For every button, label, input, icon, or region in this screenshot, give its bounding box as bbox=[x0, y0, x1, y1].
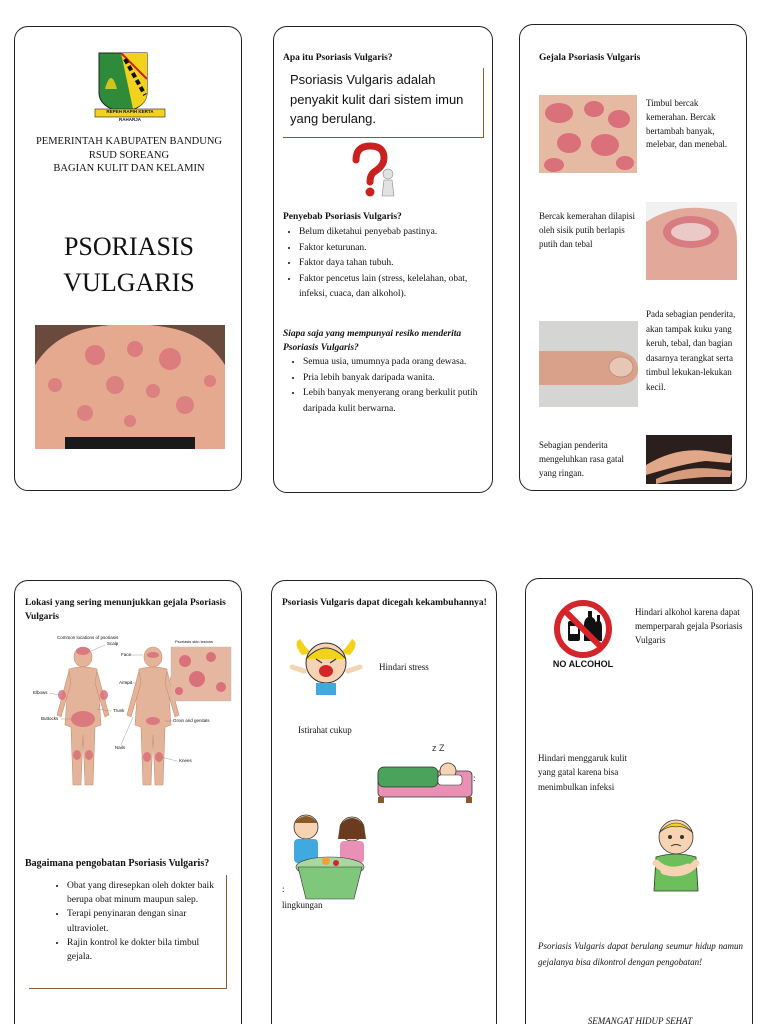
panel-location-treatment bbox=[14, 580, 242, 1024]
body-label: Armpit bbox=[119, 680, 133, 685]
list-item: • Semua usia, umumnya pada orang dewasa. bbox=[303, 355, 485, 371]
svg-text::: : bbox=[473, 773, 476, 783]
list-item: • Pria lebih banyak daripada wanita. bbox=[303, 371, 485, 387]
environment-text: lingkungan bbox=[282, 900, 323, 910]
psoriasis-locations-diagram bbox=[25, 635, 235, 813]
definition-box: Psoriasis Vulgaris adalah penyakit kulit dari sistem imun yang berulang. bbox=[283, 68, 484, 138]
body-label: Elbows bbox=[33, 690, 48, 695]
list-item: • Belum diketahui penyebab pastinya. bbox=[299, 225, 485, 241]
logo-motto: REPEH RAPIH KERTA RAHARJA bbox=[106, 109, 154, 122]
title-line: VULGARIS bbox=[63, 268, 195, 297]
inset-title: Psoriasis skin lesions bbox=[175, 639, 214, 644]
risk-list bbox=[289, 355, 485, 417]
symptom-text: Sebagian penderita mengeluhkan rasa gatal yang ringan. bbox=[539, 440, 624, 478]
title-line: PSORIASIS bbox=[63, 232, 195, 261]
list-item: • Terapi penyinaran dengan sinar ultraviolet. bbox=[67, 907, 221, 935]
list-item: • Rajin kontrol ke dokter bila timbul gejala. bbox=[67, 936, 221, 964]
panel-cover bbox=[14, 26, 242, 491]
list-item: • Faktor keturunan. bbox=[299, 241, 485, 257]
treatment-heading: Bagaimana pengobatan Psoriasis Vulgaris? bbox=[25, 858, 210, 869]
organization-header bbox=[15, 135, 242, 176]
body-label: Face bbox=[121, 652, 132, 657]
panel-symptoms bbox=[519, 24, 747, 491]
list-item: • Faktor pencetus lain (stress, kelelahan, obat, infeksi, cuaca, dan alkohol). bbox=[299, 272, 485, 303]
cause-heading: Penyebab Psoriasis Vulgaris? bbox=[283, 212, 402, 222]
closing-message: Psoriasis Vulgaris dapat berulang seumur hidup namun gejalanya bisa dikontrol dengan pengobatan! bbox=[538, 941, 743, 967]
what-heading: Apa itu Psoriasis Vulgaris? bbox=[283, 53, 393, 63]
cause-list bbox=[285, 225, 485, 303]
body-label: Trunk bbox=[113, 708, 125, 713]
body-label: Nails bbox=[115, 745, 126, 750]
location-heading: Lokasi yang sering menunjukkan gejala Psoriasis Vulgaris bbox=[25, 598, 226, 622]
itchy-hands-photo bbox=[646, 435, 732, 484]
panel-definition bbox=[273, 26, 493, 493]
body-label: Groin and genitals bbox=[173, 718, 210, 723]
clean-environment-illustration bbox=[286, 809, 374, 901]
prevention-heading: Psoriasis Vulgaris dapat dicegah kekambuhannya! bbox=[282, 598, 487, 608]
page-title bbox=[15, 229, 242, 301]
body-label: Buttocks bbox=[41, 716, 59, 721]
org-line: PEMERINTAH KABUPATEN BANDUNG bbox=[35, 136, 223, 147]
nail-psoriasis-photo bbox=[539, 321, 638, 407]
avoid-scratching-text: Hindari menggaruk kulit yang gatal karena bisa menimbulkan infeksi bbox=[538, 753, 627, 792]
enough-rest-text: Istirahat cukup bbox=[298, 725, 352, 735]
scratching-boy-illustration bbox=[644, 815, 708, 899]
symptom-text: Bercak kemerahan dilapisi oleh sisik putih berlapis putih dan tebal bbox=[539, 211, 635, 249]
list-item: • Obat yang diresepkan oleh dokter baik berupa obat minum maupun salep. bbox=[67, 879, 221, 907]
question-mark-icon bbox=[344, 142, 404, 202]
avoid-stress-text: Hindari stress bbox=[379, 662, 429, 672]
diagram-title: Common locations of psoriasis bbox=[57, 635, 119, 640]
panel-avoid bbox=[525, 578, 753, 1024]
plaque-lesions-photo bbox=[539, 95, 637, 173]
no-alcohol-label: NO ALCOHOL bbox=[552, 659, 614, 669]
body-label: Scalp bbox=[107, 641, 119, 646]
org-line: BAGIAN KULIT DAN KELAMIN bbox=[53, 163, 205, 174]
treatment-list bbox=[53, 879, 221, 964]
symptom-text: Timbul bercak kemerahan. Bercak bertambah banyak, melebar, dan menebal. bbox=[646, 98, 728, 150]
risk-heading: Siapa saja yang mempunyai resiko menderita Psoriasis Vulgaris? bbox=[283, 329, 462, 353]
panel-prevention bbox=[271, 580, 497, 1024]
colon-mark: : bbox=[282, 884, 285, 894]
symptoms-heading: Gejala Psoriasis Vulgaris bbox=[539, 53, 641, 63]
sleeping-bed-illustration bbox=[376, 741, 476, 803]
org-line: RSUD SOREANG bbox=[88, 149, 170, 161]
svg-text:z Z: z Z bbox=[432, 743, 445, 753]
list-item: • Lebih banyak menyerang orang berkulit putih daripada kulit berwarna. bbox=[303, 386, 485, 417]
treatment-box bbox=[29, 875, 227, 989]
body-label: Knees bbox=[179, 758, 192, 763]
psoriasis-torso-photo bbox=[35, 325, 225, 449]
no-alcohol-icon bbox=[544, 599, 622, 673]
scaly-plaque-photo bbox=[646, 202, 737, 280]
avoid-alcohol-text: Hindari alkohol karena dapat memperparah gejala Psoriasis Vulgaris bbox=[635, 607, 743, 645]
regency-logo bbox=[91, 49, 169, 121]
motto-text: SEMANGAT HIDUP SEHAT bbox=[587, 1016, 693, 1024]
symptom-text: Pada sebagian penderita, akan tampak kuku yang keruh, tebal, dan bagian dasarnya terangkat serta timbul lekukan-lekukan kecil. bbox=[646, 309, 736, 392]
stressed-girl-illustration bbox=[288, 637, 364, 695]
list-item: • Faktor daya tahan tubuh. bbox=[299, 256, 485, 272]
